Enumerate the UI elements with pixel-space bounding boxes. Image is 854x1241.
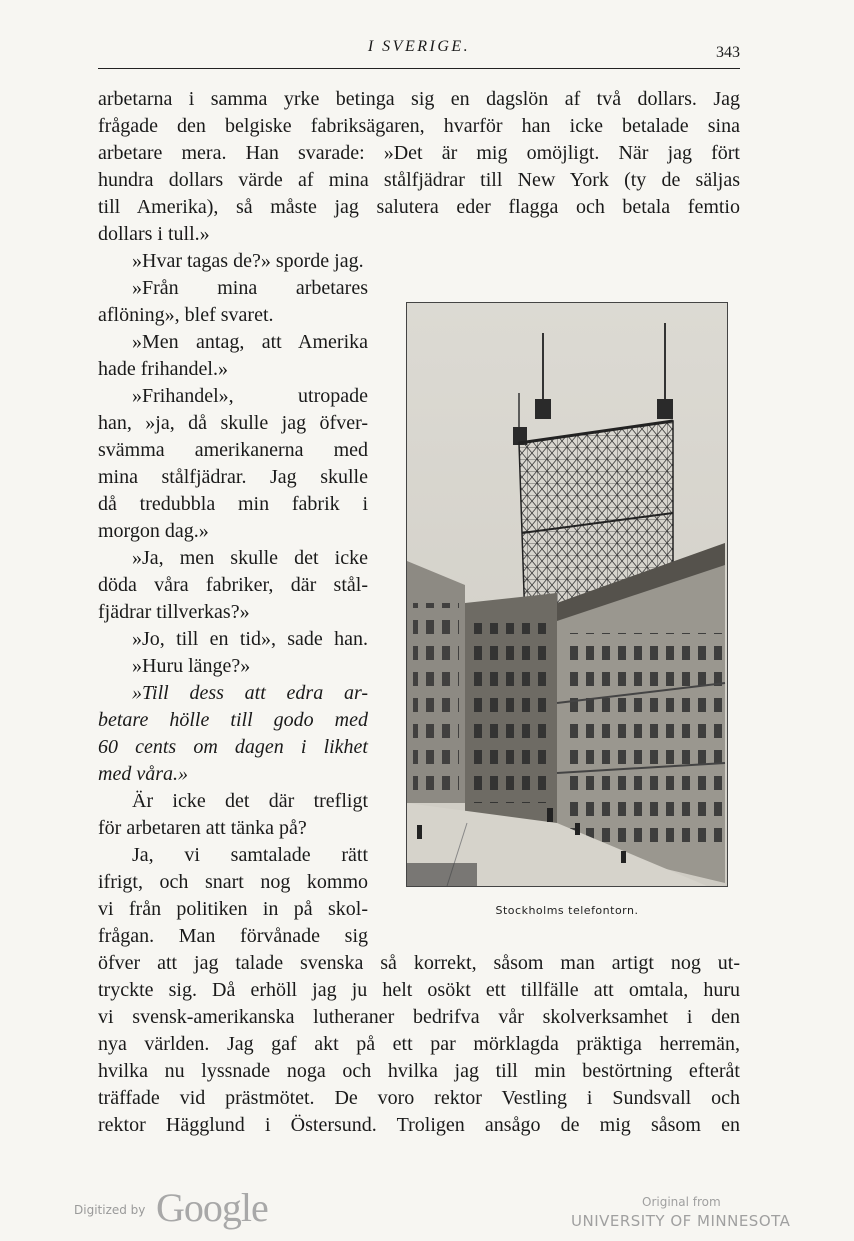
- text-line: hvilka nu lyssnade noga och hvilka jag till min bestörtning efteråt: [98, 1060, 740, 1082]
- text-line: han, »ja, då skulle jag öfver-: [98, 412, 368, 434]
- text-line: aflöning», blef svaret.: [98, 304, 274, 326]
- text-line: »Ja, men skulle det icke: [132, 547, 368, 569]
- text-line: »Men antag, att Amerika: [132, 331, 368, 353]
- text-line: »Från mina arbetares: [132, 277, 368, 299]
- page-number: 343: [716, 44, 740, 61]
- google-logo: Google: [156, 1185, 268, 1230]
- text-line: »Till dess att edra ar-: [132, 682, 368, 704]
- text-line: morgon dag.»: [98, 520, 209, 542]
- text-line: »Frihandel», utropade: [132, 385, 368, 407]
- text-line: dollars i tull.»: [98, 223, 210, 245]
- text-line: svämma amerikanerna med: [98, 439, 368, 461]
- digitized-by-label: Digitized by: [74, 1203, 146, 1217]
- text-line: träffade vid prästmötet. De voro rektor Vestling i Sundsvall och: [98, 1087, 740, 1109]
- university-label: UNIVERSITY OF MINNESOTA: [571, 1212, 791, 1230]
- text-line: hade frihandel.»: [98, 358, 228, 380]
- text-line: öfver att jag talade svenska så korrekt, såsom man artigt nog ut-: [98, 952, 740, 974]
- text-line: vi svensk-amerikanska lutheraner bedrifva vår skolverksamhet i den: [98, 1006, 740, 1028]
- figure-caption: Stockholms telefontorn.: [495, 904, 639, 917]
- tower-illustration-icon: [407, 303, 727, 886]
- text-line: »Hvar tagas de?» sporde jag.: [132, 250, 364, 272]
- text-line: vi från politiken in på skol-: [98, 898, 368, 920]
- text-line: mina stålfjädrar. Jag skulle: [98, 466, 368, 488]
- text-line: då tredubbla min fabrik i: [98, 493, 368, 515]
- text-line: nya världen. Jag gaf akt på ett par mörklagda präktiga herremän,: [98, 1033, 740, 1055]
- text-line: Är icke det där trefligt: [132, 790, 368, 812]
- text-line: med våra.»: [98, 763, 188, 785]
- text-line: Ja, vi samtalade rätt: [132, 844, 368, 866]
- text-line: »Huru länge?»: [132, 655, 251, 677]
- running-head: [98, 36, 740, 69]
- text-line: betare hölle till godo med: [98, 709, 368, 731]
- text-line: »Jo, till en tid», sade han.: [132, 628, 368, 650]
- telephone-tower-photo: [406, 302, 728, 887]
- text-line: döda våra fabriker, där stål-: [98, 574, 368, 596]
- text-line: 60 cents om dagen i likhet: [98, 736, 368, 758]
- text-line: arbetarna i samma yrke betinga sig en dagslön af två dollars. Jag: [98, 88, 740, 110]
- text-line: arbetare mera. Han svarade: »Det är mig omöjligt. När jag fört: [98, 142, 740, 164]
- text-line: frågade den belgiske fabriksägaren, hvarför han icke betalade sina: [98, 115, 740, 137]
- running-title: I SVERIGE.: [367, 38, 471, 55]
- text-line: tryckte sig. Då erhöll jag ju helt osökt ett tillfälle att omtala, huru: [98, 979, 740, 1001]
- text-line: fjädrar tillverkas?»: [98, 601, 250, 623]
- text-line: till Amerika), så måste jag salutera eder flagga och betala femtio: [98, 196, 740, 218]
- text-line: rektor Hägglund i Östersund. Troligen ansågo de mig såsom en: [98, 1114, 740, 1136]
- text-line: frågan. Man förvånade sig: [98, 925, 368, 947]
- text-line: för arbetaren att tänka på?: [98, 817, 307, 839]
- text-line: ifrigt, och snart nog kommo: [98, 871, 368, 893]
- original-from-label: Original from: [642, 1195, 721, 1209]
- text-line: hundra dollars värde af mina stålfjädrar till New York (ty de säljas: [98, 169, 740, 191]
